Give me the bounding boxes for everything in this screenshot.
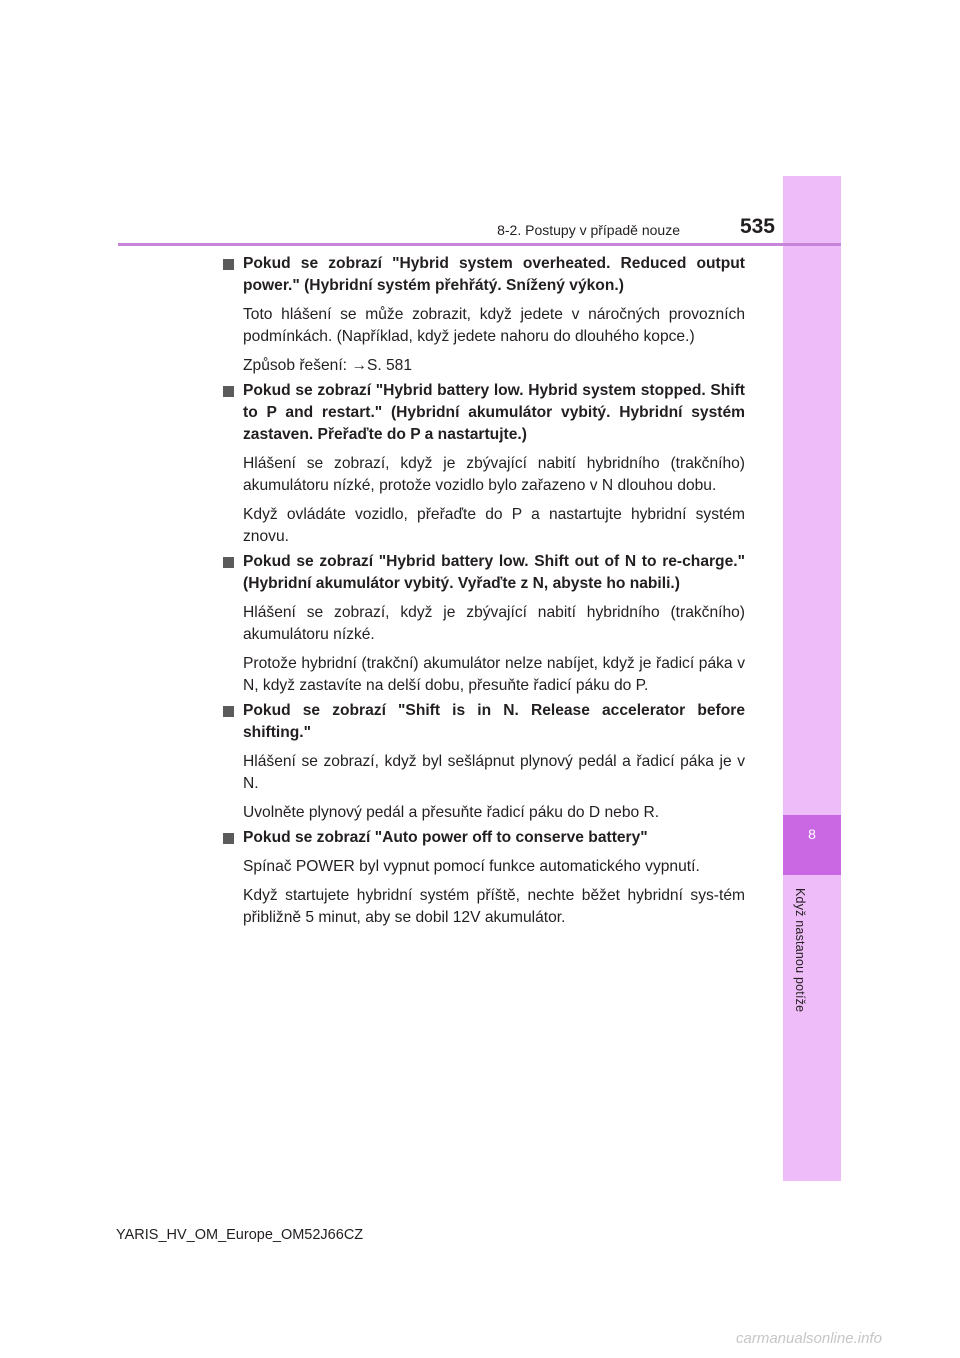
entry-heading xyxy=(222,827,745,849)
entry-heading-text: Pokud se zobrazí "Hybrid system overheated. Reduced output power." (Hybridní systém přehřátý. Snížený výkon.) xyxy=(243,255,745,294)
entry-battery-low-shift-out xyxy=(222,551,745,697)
entry-paragraph: Protože hybridní (trakční) akumulátor nelze nabíjet, když je řadicí páka v N, když zastavíte na delší dobu, přesuňte řadicí páku do P. xyxy=(243,655,745,694)
square-bullet-icon xyxy=(223,259,234,270)
chapter-side-tab xyxy=(783,176,841,1181)
watermark-link[interactable]: carmanualsonline.info xyxy=(736,1330,882,1347)
entry-battery-low-stopped xyxy=(222,380,745,548)
entry-paragraph: Hlášení se zobrazí, když byl sešlápnut plynový pedál a řadicí páka je v N. xyxy=(243,753,745,792)
entry-paragraph: Toto hlášení se může zobrazit, když jedete v náročných provozních podmínkách. (Například, když jedete nahoru do dlouhého kopce.) xyxy=(243,306,745,345)
header-rule xyxy=(118,243,841,246)
chapter-number: 8 xyxy=(808,826,816,842)
square-bullet-icon xyxy=(223,833,234,844)
entry-paragraph: Hlášení se zobrazí, když je zbývající nabití hybridního (trakčního) akumulátoru nízké. xyxy=(243,604,745,643)
entry-paragraph: Způsob řešení: →S. 581 xyxy=(243,357,413,374)
entry-paragraph: Spínač POWER byl vypnut pomocí funkce automatického vypnutí. xyxy=(243,858,700,875)
section-title: 8-2. Postupy v případě nouze xyxy=(497,222,680,238)
entry-heading-text: Pokud se zobrazí "Shift is in N. Release accelerator before shifting." xyxy=(243,702,745,741)
entry-shift-in-n xyxy=(222,700,745,824)
entry-heading xyxy=(222,253,745,297)
page-number: 535 xyxy=(739,215,775,238)
square-bullet-icon xyxy=(223,706,234,717)
entry-paragraph: Hlášení se zobrazí, když je zbývající nabití hybridního (trakčního) akumulátoru nízké, protože vozidlo bylo zařazeno v N dlouhou dobu. xyxy=(243,455,745,494)
square-bullet-icon xyxy=(223,386,234,397)
entry-heading-text: Pokud se zobrazí "Hybrid battery low. Hybrid system stopped. Shift to P and restart." (Hybridní akumulátor vybitý. Hybridní systém zastaven. Přeřaďte do P a nastartujte.) xyxy=(243,382,745,443)
document-code: YARIS_HV_OM_Europe_OM52J66CZ xyxy=(116,1227,364,1243)
entry-heading-text: Pokud se zobrazí "Hybrid battery low. Shift out of N to re-charge." (Hybridní akumulátor vybitý. Vyřaďte z N, abyste ho nabili.) xyxy=(243,553,745,592)
entry-auto-power-off xyxy=(222,827,745,929)
entry-paragraph: Když startujete hybridní systém příště, nechte běžet hybridní sys-tém přibližně 5 minut, aby se dobil 12V akumulátor. xyxy=(243,887,745,926)
entry-heading xyxy=(222,551,745,595)
entry-heading xyxy=(222,700,745,744)
entry-overheated xyxy=(222,253,745,377)
page-content xyxy=(222,250,745,929)
entry-paragraph: Uvolněte plynový pedál a přesuňte řadicí páku do D nebo R. xyxy=(243,804,660,821)
entry-heading-text: Pokud se zobrazí "Auto power off to conserve battery" xyxy=(243,829,648,846)
chapter-title: Když nastanou potíže xyxy=(793,888,807,1013)
chapter-number-tab xyxy=(783,815,841,875)
entry-heading xyxy=(222,380,745,446)
square-bullet-icon xyxy=(223,557,234,568)
entry-paragraph: Když ovládáte vozidlo, přeřaďte do P a nastartujte hybridní systém znovu. xyxy=(243,506,745,545)
